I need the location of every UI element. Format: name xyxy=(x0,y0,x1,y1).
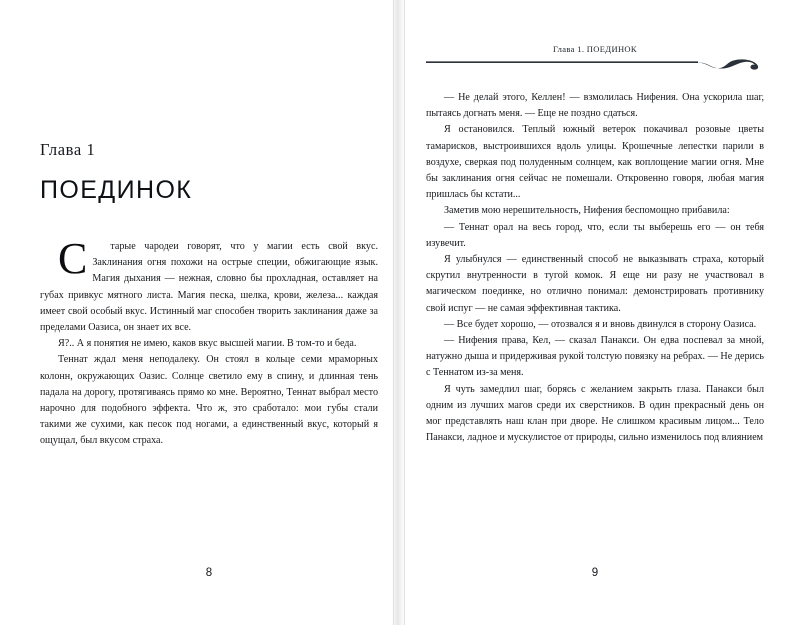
paragraph: Я улыбнулся — единственный способ не выказывать страха, который скрутил внутренности в тугой комок. Я еще ни разу не участвовал в магическом поединке, но отлично понимал: демонстрировать противнику свой испуг — не самая эффективная тактика. xyxy=(426,254,764,314)
paragraph: Я остановился. Теплый южный ветерок покачивал розовые цветы тамарисков, выстроившихся вдоль улицы. Крошечные лепестки парили в воздухе, сверкая под полуденным солнцем, как воплощение магии огня. Мне бы заклинания огня сейчас не помешали. Откровенно говоря, любая магия пришлась бы кстати... xyxy=(426,124,764,201)
chapter-label: Глава 1 xyxy=(40,140,96,159)
right-page xyxy=(400,0,800,625)
paragraph: Заметив мою нерешительность, Нифения беспомощно прибавила: xyxy=(444,205,730,217)
paragraph: — Теннат орал на весь город, что, если ты выберешь его — он тебя изувечит. xyxy=(426,221,764,249)
running-header xyxy=(426,44,764,74)
paragraph: Я чуть замедлил шаг, борясь с желанием закрыть глаза. Панакси был одним из лучших магов среди их сверстников. В один прекрасный день он мог представлять наш клан при дворе. Не слишком красивым лицом... Тело Панакси, ладное и мускулистое от природы, сильно изменилось под влиянием xyxy=(426,383,764,444)
header-rule-ornament xyxy=(426,58,764,70)
page-number-left: 8 xyxy=(205,567,213,579)
flourish-rule-icon xyxy=(426,58,764,70)
page-number-right: 9 xyxy=(591,567,599,579)
paragraph xyxy=(40,234,378,336)
paragraph-text: тарые чародеи говорят, что у магии есть свой вкус. Заклинания огня похожи на острые специи, обжигающие язык. Магия дыхания — нежная, словно бы прохладная, оставляет на губах привкус мятного листа. Магия песка, шелка, крови, железа... каждая имеет свой особый вкус. Истинный маг способен творить заклинания даже за пределами Оазиса, он знает их все. xyxy=(40,241,378,334)
paragraph: — Все будет хорошо, — отозвался я и вновь двинулся в сторону Оазиса. xyxy=(444,318,757,330)
paragraph: Теннат ждал меня неподалеку. Он стоял в кольце семи мраморных колонн, окружающих Оазис. Солнце светило ему в спину, и длинная тень падала на дорогу, протягиваясь прямо ко мне. Вероятно, Теннат выбрал место нарочно для подобного эффекта. Что ж, это сработало: мои губы стали такими же сухими, как песок под ногами, а единственный вкус, который я ощущал, был вкусом страха. xyxy=(40,354,378,447)
running-header-text: Глава 1. ПОЕДИНОК xyxy=(553,44,637,54)
paragraph: — Нифения права, Кел, — сказал Панакси. Он едва поспевал за мной, натужно дыша и придерживая рукой толстую повязку на ребрах. — Не дерись с Теннатом из-за меня. xyxy=(426,335,764,379)
chapter-title: ПОЕДИНОК xyxy=(40,176,193,204)
paragraph: — Не делай этого, Келлен! — взмолилась Нифения. Она ускорила шаг, пытаясь догнать меня. — Еще не поздно сдаться. xyxy=(426,92,764,120)
chapter-heading xyxy=(40,0,378,205)
left-page-body xyxy=(40,234,378,450)
drop-cap: С xyxy=(58,234,88,283)
paragraph: Я?.. А я понятия не имею, каков вкус высшей магии. В том-то и беда. xyxy=(58,338,357,350)
